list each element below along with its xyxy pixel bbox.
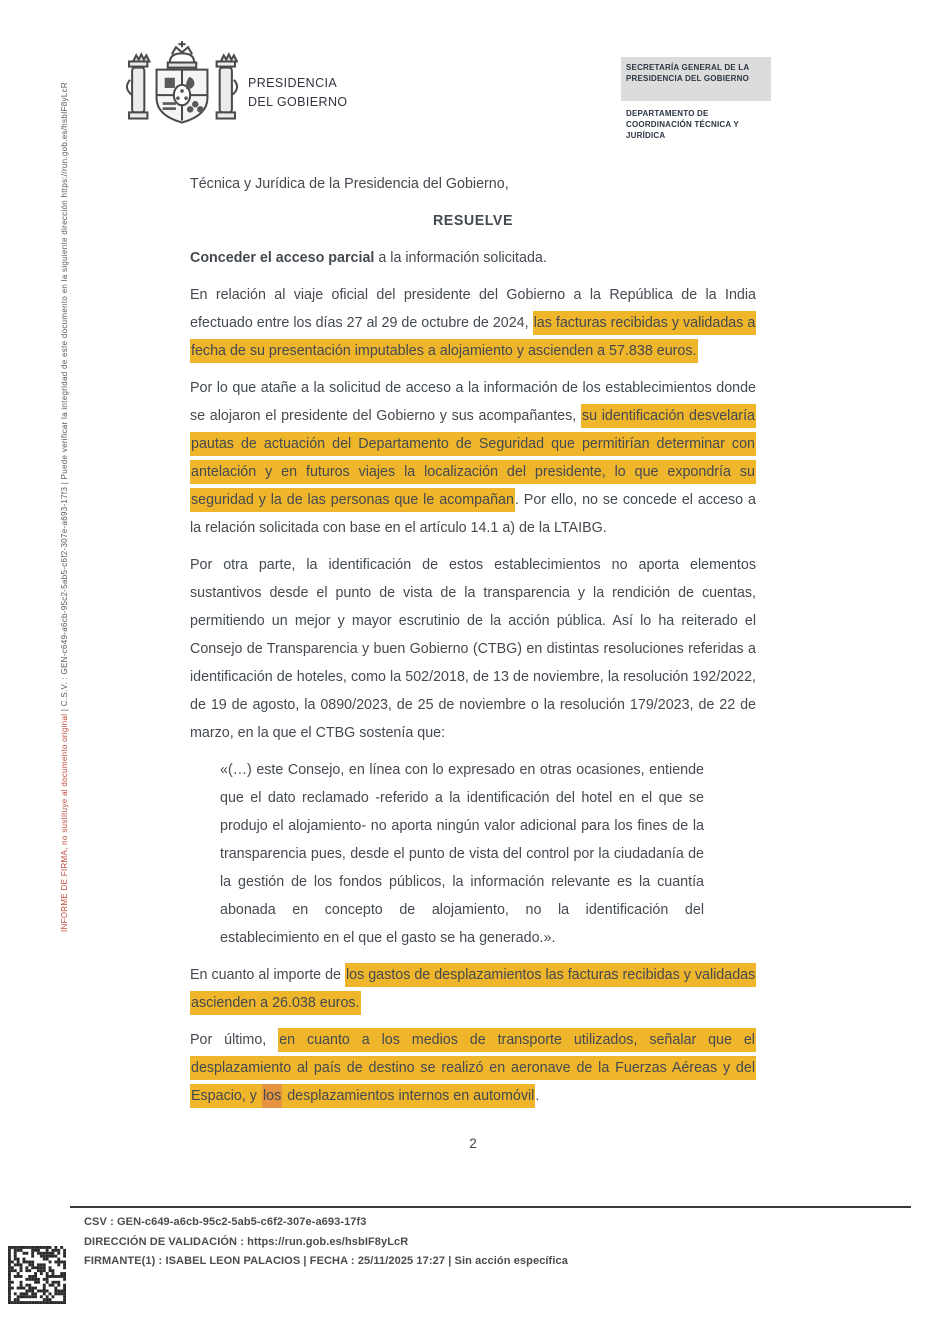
footer-divider [70,1206,911,1208]
decision-bold-text: Conceder el acceso parcial [190,250,375,266]
qr-code [8,1246,66,1304]
establishments-highlight-text: su identificación desvelaría pautas de actuación del Departamento de Seguridad que permitirían determinar con antelación y en futuros viajes la localización del presidente, lo que expondría su seguridad y la de las personas que le acompañan [190,404,756,512]
department-block [621,57,771,141]
establishments-post-text: . Por ello, no se concede el acceso a la relación solicitada con base en el artículo 14.1 a) de la LTAIBG. [190,492,756,536]
ctbg-quote: «(…) este Consejo, en línea con lo expresado en otras ocasiones, entiende que el dato reclamado -referido a la identificación del hotel en el que se produjo el alojamiento- no aporta ningún valor adicional para los fines de la transparencia pues, desde el punto de vista del control por la ciudadanía de la gestión de los fondos públicos, la información relevante es la cuantía abonada en concepto de alojamiento, no la identificación del establecimiento en el que el gasto se ha generado.». [220,762,704,946]
org-name-line1: PRESIDENCIA [248,76,338,90]
transport-highlight2-text: desplazamientos internos en automóvil [282,1084,535,1108]
paragraph-transport [190,1026,756,1110]
footer-validation-line: DIRECCIÓN DE VALIDACIÓN : https://run.gob.es/hsbIF8yLcR [84,1235,409,1248]
expenses-pre-text: En cuanto al importe de [190,967,345,983]
expenses-highlight-text: los gastos de desplazamientos las facturas recibidas y validadas ascienden a 26.038 euros. [190,963,756,1015]
india-pre-text: En relación al viaje oficial del presidente del Gobierno a la República de la India efectuado entre los días 27 al 29 de octubre de 2024, [190,287,756,331]
paragraph-establishments [190,374,756,542]
secretaria-general-label: SECRETARÍA GENERAL DE LA PRESIDENCIA DEL GOBIERNO [621,57,771,101]
paragraph-travel-expenses [190,961,756,1017]
document-body [190,170,756,1119]
decision-rest-text: a la información solicitada. [374,250,547,266]
page-number: 2 [469,1136,477,1151]
spain-coat-of-arms-icon [126,36,238,144]
opening-line: Técnica y Jurídica de la Presidencia del Gobierno, [190,176,509,192]
footer-csv-line: CSV : GEN-c649-a6cb-95c2-5ab5-c6f2-307e-a693-17f3 [84,1216,367,1228]
transport-post-text: . [535,1088,540,1104]
india-highlight-text: las facturas recibidas y validadas a fecha de su presentación imputables a alojamiento y ascienden a 57.838 euros. [190,311,756,363]
org-name-line2: DEL GOBIERNO [248,95,348,109]
establishments-pre-text: Por lo que atañe a la solicitud de acceso a la información de los establecimientos donde se alojaron el presidente del Gobierno y sus acompañantes, [190,380,756,424]
transport-highlight1-text: en cuanto a los medios de transporte utilizados, señalar que el desplazamiento al país de destino se realizó en aeronave de la Fuerzas Aéreas y del Espacio, y [190,1028,756,1108]
decision-paragraph [190,244,756,272]
footer-signature-block [84,1213,568,1272]
org-name [248,74,348,112]
transport-pre-text: Por último, [190,1032,279,1048]
transport-highlight-dark-text: los [262,1084,282,1108]
footer-signer-line: FIRMANTE(1) : ISABEL LEON PALACIOS | FECHA : 25/11/2025 17:27 | Sin acción específica [84,1255,568,1267]
paragraph-india-trip [190,281,756,365]
resuelve-heading: RESUELVE [432,213,513,229]
paragraph-ctbg: Por otra parte, la identificación de estos establecimientos no aporta elementos sustantivos desde el punto de vista de la transparencia y la rendición de cuentas, permitiendo un mejor y mayor escrutinio de la acción pública. Así lo ha reiterado el Consejo de Transparencia y buen Gobierno (CTBG) en distintas resoluciones referidas a identificación de hoteles, como la 502/2018, de 13 de noviembre, la resolución 192/2022, de 19 de agosto, la 0890/2023, de 25 de noviembre o la resolución 179/2023, de 22 de marzo, en la que el CTBG sostenía que: [190,557,756,741]
departamento-label: DEPARTAMENTO DE COORDINACIÓN TÉCNICA Y JURÍDICA [626,109,739,140]
vertical-note-csv-text: | C.S.V. : GEN-c649-a6cb-95c2-5ab5-c6f2-307e-a693-17f3 | Puede verificar la integridad de este documento en la siguiente dirección https://run.gob.es/hsbIF8yLcR [60,82,69,714]
vertical-note-red-text: INFORME DE FIRMA, no sustituye al documento original [60,713,69,932]
vertical-signature-note [60,82,69,932]
